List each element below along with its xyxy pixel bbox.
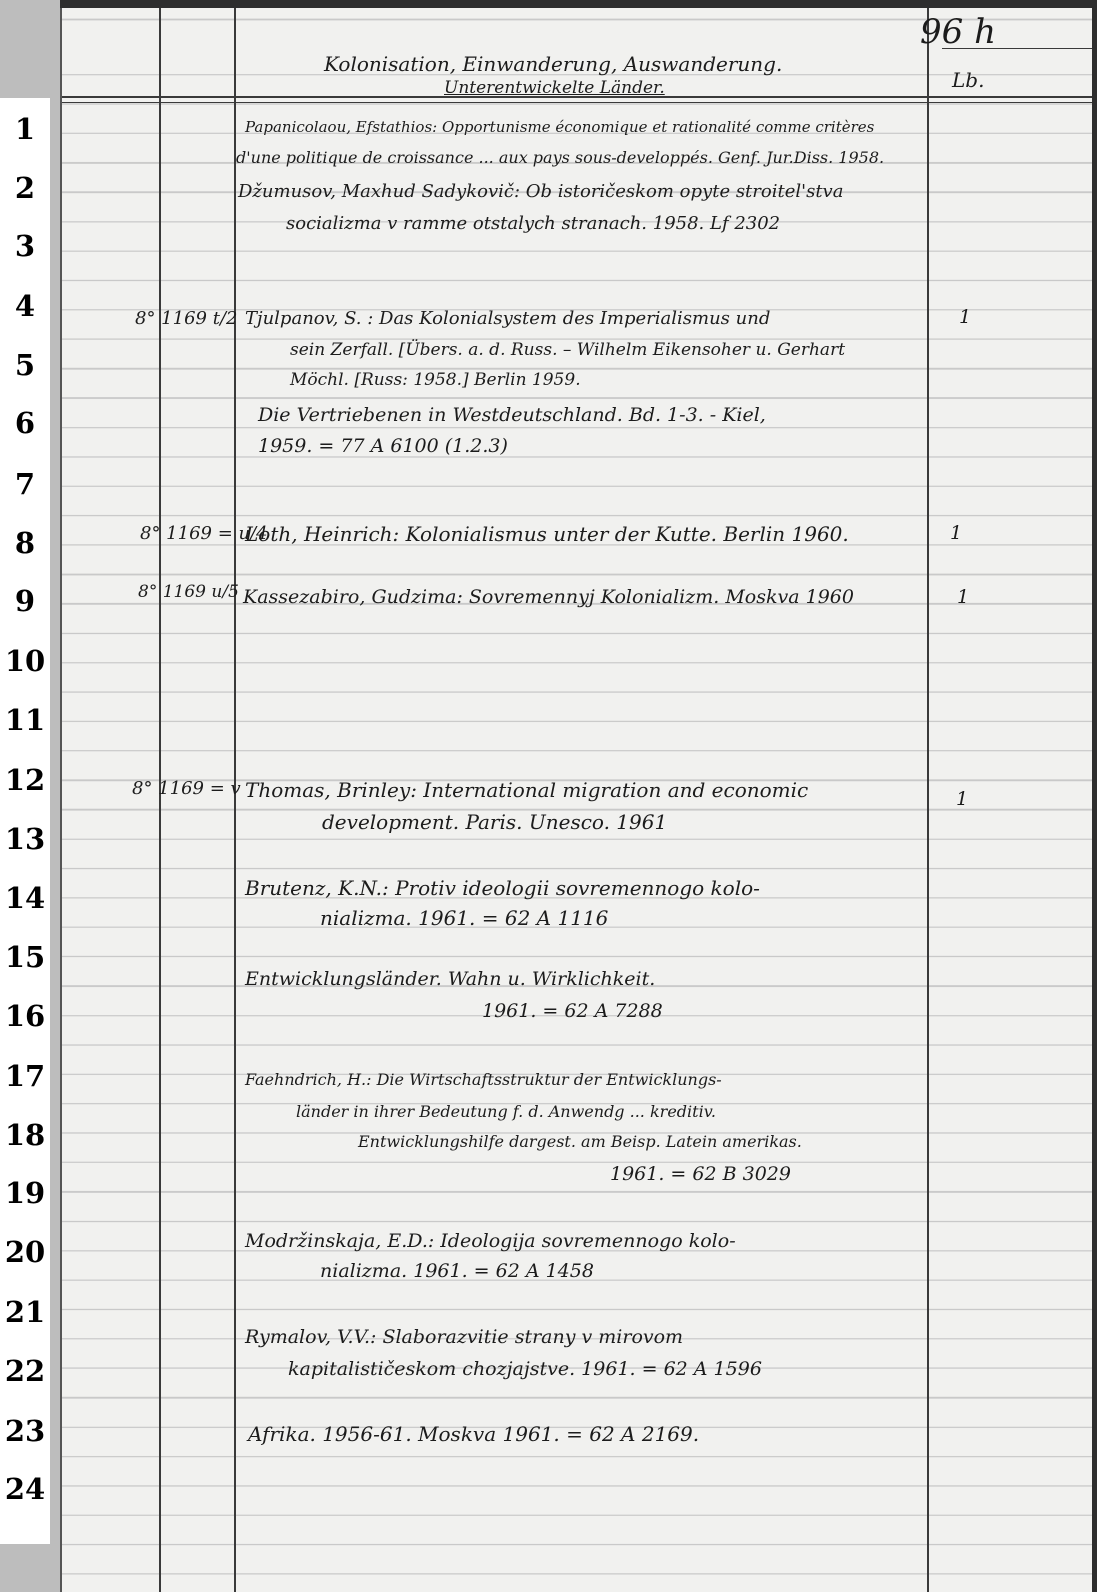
header-subtitle: Unterentwickelte Länder. <box>444 78 665 98</box>
page-number: 96 h <box>920 12 996 52</box>
shelfmark: 8° 1169 t/2 <box>135 308 238 329</box>
entry-line: 1961. = 62 B 3029 <box>610 1163 791 1185</box>
line-number: 1 <box>14 112 36 146</box>
line-number: 12 <box>4 763 46 797</box>
line-number: 3 <box>14 229 36 263</box>
line-number: 23 <box>4 1414 46 1448</box>
line-number: 2 <box>14 171 36 205</box>
entry-line: kapitalističeskom chozjajstve. 1961. = 62 A 1596 <box>288 1358 762 1380</box>
line-number: 20 <box>4 1235 46 1269</box>
shelfmark: 8° 1169 = v <box>132 778 241 799</box>
entry-line: development. Paris. Unesco. 1961 <box>322 810 668 834</box>
line-number: 6 <box>14 406 36 440</box>
line-number: 24 <box>4 1472 46 1506</box>
line-number: 13 <box>4 822 46 856</box>
entry-line: Die Vertriebenen in Westdeutschland. Bd. 1-3. - Kiel, <box>258 404 766 426</box>
line-number: 17 <box>4 1059 46 1093</box>
header-rule <box>62 102 1092 103</box>
line-number: 5 <box>14 348 36 382</box>
entry-line: nializma. 1961. = 62 A 1458 <box>320 1260 594 1282</box>
entry-line: Džumusov, Maxhud Sadykovič: Ob istoričeskom opyte stroitel'stva <box>238 181 844 202</box>
entry-line: Papanicolaou, Efstathios: Opportunisme économique et rationalité comme critères <box>245 118 875 136</box>
entry-line: Rymalov, V.V.: Slaborazvitie strany v mirovom <box>245 1326 684 1348</box>
entry-line: Thomas, Brinley: International migration and economic <box>245 778 809 802</box>
line-number: 21 <box>4 1295 46 1329</box>
column-rule <box>159 8 161 1592</box>
entry-line: 1961. = 62 A 7288 <box>482 1000 663 1022</box>
entry-line: Brutenz, K.N.: Protiv ideologii sovremennogo kolo- <box>245 876 760 900</box>
column-rule <box>927 8 929 1592</box>
volume-count: 1 <box>959 306 972 328</box>
entry-line: länder in ihrer Bedeutung f. d. Anwendg ... kreditiv. <box>296 1102 716 1121</box>
entry-line: Entwicklungsländer. Wahn u. Wirklichkeit. <box>245 968 656 990</box>
entry-line: Kassezabiro, Gudzima: Sovremennyj Kolonializm. Moskva 1960 <box>243 586 854 608</box>
line-number: 4 <box>14 289 36 323</box>
entry-line: Afrika. 1956-61. Moskva 1961. = 62 A 2169. <box>248 1422 700 1446</box>
column-rule <box>234 8 236 1592</box>
line-number: 15 <box>4 940 46 974</box>
entry-line: Entwicklungshilfe dargest. am Beisp. Latein amerikas. <box>358 1132 802 1151</box>
line-number: 8 <box>14 526 36 560</box>
entry-line: socializma v ramme otstalych stranach. 1958. Lf 2302 <box>286 213 781 234</box>
line-number: 22 <box>4 1354 46 1388</box>
page-mark: Lb. <box>952 68 985 92</box>
entry-line: 1959. = 77 A 6100 (1.2.3) <box>258 435 508 457</box>
line-number: 18 <box>4 1118 46 1152</box>
entry-line: Tjulpanov, S. : Das Kolonialsystem des Imperialismus und <box>245 308 771 329</box>
line-number: 16 <box>4 999 46 1033</box>
entry-line: Möchl. [Russ: 1958.] Berlin 1959. <box>290 370 581 390</box>
line-number-column <box>0 98 50 1544</box>
entry-line: sein Zerfall. [Übers. a. d. Russ. – Wilhelm Eikensoher u. Gerhart <box>290 340 846 360</box>
header-title: Kolonisation, Einwanderung, Auswanderung. <box>324 52 783 76</box>
line-number: 19 <box>4 1176 46 1210</box>
entry-line: nializma. 1961. = 62 A 1116 <box>320 906 609 930</box>
line-number: 7 <box>14 467 36 501</box>
shelfmark: 8° 1169 = u/4 <box>140 523 268 544</box>
volume-count: 1 <box>956 788 969 810</box>
entry-line: Modržinskaja, E.D.: Ideologija sovremennogo kolo- <box>245 1230 736 1252</box>
entry-line: Faehndrich, H.: Die Wirtschaftsstruktur der Entwicklungs- <box>245 1070 722 1089</box>
line-number: 10 <box>4 644 46 678</box>
line-number: 11 <box>4 703 46 737</box>
shelfmark: 8° 1169 u/5 <box>138 582 239 602</box>
volume-count: 1 <box>950 522 963 544</box>
line-number: 14 <box>4 881 46 915</box>
volume-count: 1 <box>957 586 970 608</box>
entry-line: d'une politique de croissance ... aux pays sous-developpés. Genf. Jur.Diss. 1958. <box>236 148 885 167</box>
entry-line: Loth, Heinrich: Kolonialismus unter der Kutte. Berlin 1960. <box>245 522 849 546</box>
line-number: 9 <box>14 584 36 618</box>
ledger-page <box>60 8 1092 1592</box>
